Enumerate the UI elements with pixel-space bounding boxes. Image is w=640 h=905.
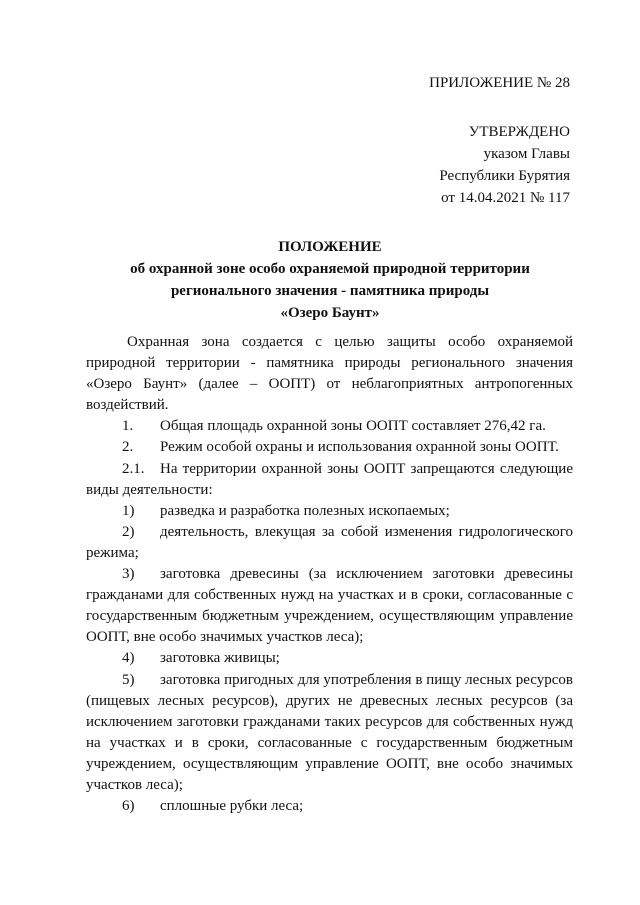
list-item [86, 648, 573, 669]
document-body [86, 332, 573, 817]
list-item [86, 437, 573, 458]
intro-paragraph: Охранная зона создается с целью защиты особо охраняемой природной территории - памятника природы регионального значения «Озеро Баунт» (далее – ООПТ) от неблагоприятных антропогенных воздействий. [86, 334, 573, 414]
title-subtitle-line-1: об охранной зоне особо охраняемой природной территории [130, 261, 530, 277]
title-subtitle-line-3: «Озеро Баунт» [280, 305, 380, 321]
list-item [86, 459, 573, 501]
item-text: На территории охранной зоны ООПТ запрещаются следующие виды деятельности: [86, 460, 573, 498]
approved-date: от 14.04.2021 № 117 [441, 190, 570, 206]
item-number: 1) [122, 502, 135, 519]
list-item [86, 564, 573, 648]
item-text: разведка и разработка полезных ископаемых; [160, 502, 450, 519]
item-number: 6) [122, 798, 135, 815]
approved-by: указом Главы [483, 146, 570, 162]
item-text: заготовка живицы; [160, 650, 280, 667]
approval-block [429, 72, 570, 209]
item-number: 5) [122, 671, 135, 688]
item-text: заготовка древесины (за исключением заготовки древесины гражданами для собственных нужд на участках и в сроки, согласованные с государственным бюджетным учреждением, осуществляющим управление ООПТ, вне особо значимых участков леса); [86, 566, 573, 646]
approved-authority: Республики Бурятия [439, 168, 570, 184]
list-item [86, 501, 573, 522]
title-subtitle-line-2: регионального значения - памятника природы [170, 283, 490, 299]
list-item [86, 416, 573, 437]
annex-number: ПРИЛОЖЕНИЕ № 28 [429, 75, 570, 91]
list-item [86, 522, 573, 564]
item-number: 2) [122, 523, 135, 540]
item-text: деятельность, влекущая за собой изменения гидрологического режима; [86, 523, 573, 561]
list-item [86, 670, 573, 797]
approved-label: УТВЕРЖДЕНО [468, 124, 570, 140]
item-number: 1. [122, 418, 134, 435]
item-number: 3) [122, 566, 135, 583]
item-text: Общая площадь охранной зоны ООПТ составляет 276,42 га. [160, 418, 546, 435]
title-heading: ПОЛОЖЕНИЕ [278, 239, 382, 255]
document-title [70, 236, 590, 324]
item-number: 2.1. [122, 460, 145, 477]
item-number: 2. [122, 439, 134, 456]
list-item [86, 796, 573, 817]
item-text: Режим особой охраны и использования охранной зоны ООПТ. [160, 439, 559, 456]
item-text: сплошные рубки леса; [160, 798, 304, 815]
item-text: заготовка пригодных для употребления в пищу лесных ресурсов (пищевых лесных ресурсов), других не древесных лесных ресурсов (за исключением заготовки гражданами таких ресурсов для собственных нужд на участках и в сроки, согласованные с государственным бюджетным учреждением, осуществляющим управление ООПТ, вне особо значимых участков леса); [86, 671, 573, 793]
item-number: 4) [122, 650, 135, 667]
